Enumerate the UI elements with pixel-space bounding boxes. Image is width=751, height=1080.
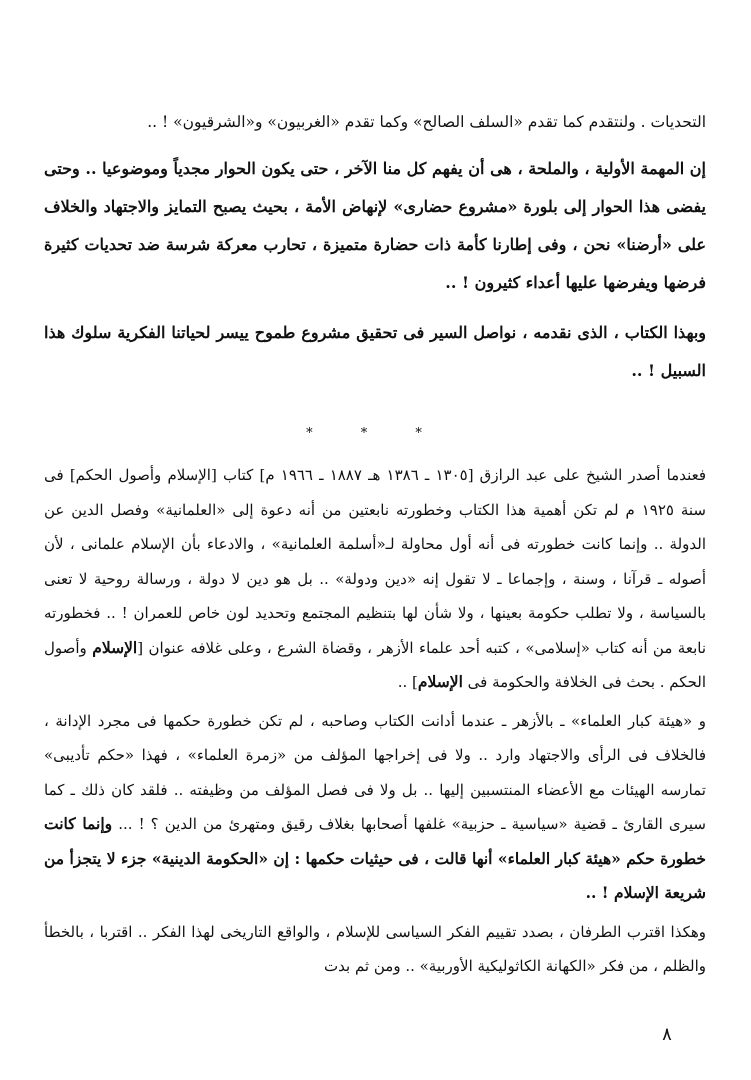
bold-paragraph-mission: إن المهمة الأولية ، والملحة ، هى أن يفهم كل منا الآخر ، حتى يكون الحوار مجدياً وموضوعيا .. وحتى يفضى هذا الحوار إلى بلورة «مشروع حضارى» لإنهاض الأمة ، بحيث يصبح التمايز والاجتهاد والخلاف على «أرضنا» نحن ، وفى إطارنا كأمة ذات حضارة متميزة ، تحارب معركة شرسة ضد تحديات كثيرة فرضها ويفرضها عليها أعداء كثيرون ! .. [44, 159, 706, 292]
page-number: ٨ [662, 1024, 672, 1045]
paragraph-conclusion: وهكذا اقترب الطرفان ، بصدد تقييم الفكر السياسى للإسلام ، والواقع التاريخى لهذا الفكر .. اقتربا ، بالخطأ والظلم ، من فكر «الكهانة الكاثوليكية الأوربية» .. ومن ثم بدت [44, 922, 707, 975]
paragraph-ali-abdel-raziq [44, 458, 706, 700]
paragraph-scholars-council [44, 704, 706, 911]
bold-title-word: الإسلام [92, 637, 138, 657]
intro-line: التحديات . ولنتقدم كما تقدم «السلف الصالح» وكما تقدم «الغربيون» و«الشرقيون» ! .. [147, 113, 706, 131]
bold-title-word: الإسلام [417, 672, 463, 691]
section-separator: * * * [306, 426, 444, 441]
page-content [44, 102, 706, 984]
paragraph-text: وأصول الحكم . بحث فى الخلافة والحكومة فى [44, 638, 706, 691]
paragraph-text: و «هيئة كبار العلماء» ـ بالأزهر ـ عندما أدانت الكتاب وصاحبه ، لم تكن خطورة حكمها فى مجرد الإدانة ، فالخلاف فى الرأى والاجتهاد وارد .. ولا فى إخراجها المؤلف من «زمرة العلماء» ، فهذا «حكم تأديبى» تمارسه الهيئات مع الأعضاء المنتسبين إليها .. بل ولا فى فصل المؤلف من وظيفته .. فلقد كان ذلك ـ كما سيرى القارئ ـ قضية «سياسية ـ حزبية» غلفها أصحابها بغلاف رقيق ومتهرئ من الدين ؟ ! ... [44, 711, 706, 833]
paragraph-text: فعندما أصدر الشيخ على عبد الرازق [١٣٠٥ ـ ١٣٨٦ هـ ١٨٨٧ ـ ١٩٦٦ م] كتاب [الإسلام وأصول الحكم] فى سنة ١٩٢٥ م لم تكن أهمية هذا الكتاب وخطورته نابعتين من أنه دعوة إلى «العلمانية» وفصل الدين عن الدولة .. وإنما كانت خطورته فى أنه أول محاولة لـ«أسلمة العلمانية» ، والادعاء بأن الإسلام علمانى ، لأن أصوله ـ قرآنا ، وسنة ، وإجماعا ـ لا تقول إنه «دين ودولة» .. بل هو دين لا دولة ، ورسالة روحية لا تعنى بالسياسة ، ولا تطلب حكومة بعينها ، ولا شأن لها بتنظيم المجتمع وتحديد لون خاص للعمران ! .. فخطورته نابعة من أنه كتاب «إسلامى» ، كتبه أحد علماء الأزهر ، وقضاة الشرع ، وعلى غلافه عنوان [ [44, 466, 707, 657]
paragraph-text: ] .. [397, 673, 418, 691]
bold-verdict-text: وإنما كانت خطورة حكم «هيئة كبار العلماء» أنها قالت ، فى حيثيات حكمها : إن «الحكومة الدينية» جزء لا يتجزأ من شريعة الإسلام ! .. [44, 814, 706, 902]
bold-paragraph-book: وبهذا الكتاب ، الذى نقدمه ، نواصل السير فى تحقيق مشروع طموح ييسر لحياتنا الفكرية سلوك هذا السبيل ! .. [44, 323, 706, 380]
